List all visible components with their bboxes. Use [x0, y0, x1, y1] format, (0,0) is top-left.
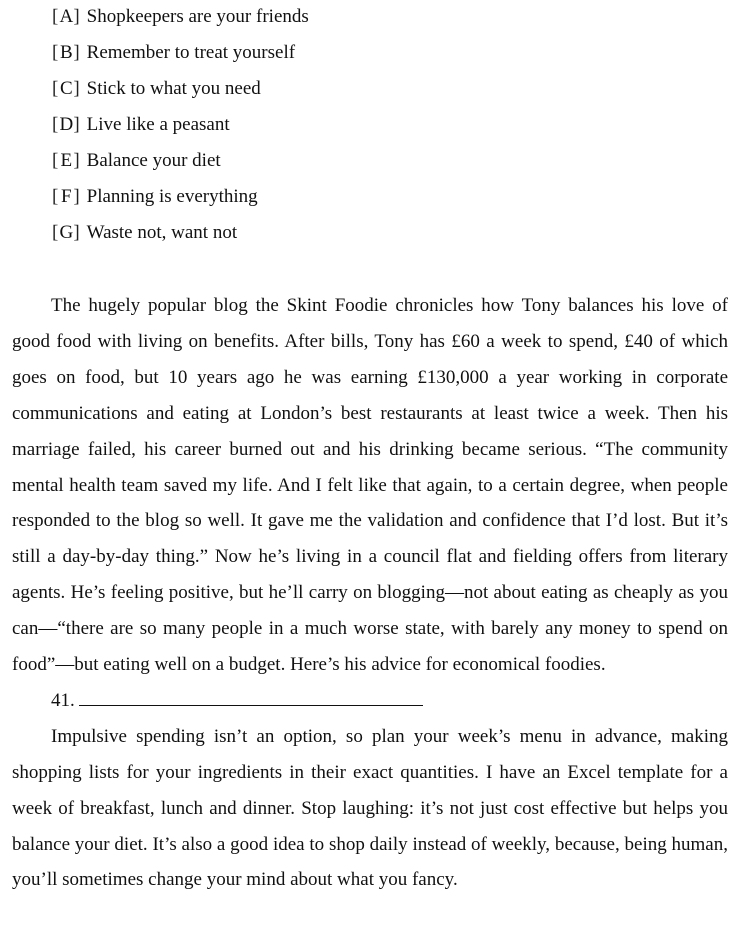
question-41 — [12, 683, 728, 719]
option-b: [B] Remember to treat yourself — [52, 36, 732, 72]
option-letter: D — [59, 114, 74, 135]
option-f: [F] Planning is everything — [52, 180, 732, 216]
option-text: Remember to treat yourself — [86, 42, 296, 63]
paragraph-41: Impulsive spending isn’t an option, so plan your week’s menu in advance, making shopping lists for your ingredients in their exact quantities. I have an Excel template for a week of breakfast, lunch and dinner. Stop laughing: it’s not just cost effective but helps you balance your diet. It’s also a good idea to shop daily instead of weekly, because, being human, you’ll sometimes change your mind about what you fancy. — [12, 725, 728, 891]
option-letter: C — [59, 78, 73, 99]
option-d: [D] Live like a peasant — [52, 108, 732, 144]
option-text: Stick to what you need — [86, 78, 261, 99]
option-a: [A] Shopkeepers are your friends — [52, 0, 732, 36]
option-c: [C] Stick to what you need — [52, 72, 732, 108]
option-letter: B — [59, 42, 73, 63]
option-letter: A — [59, 6, 74, 27]
intro-paragraph: The hugely popular blog the Skint Foodie chronicles how Tony balances his love of good food with living on benefits. After bills, Tony has £60 a week to spend, £40 of which goes on food, but 10 years ago he was earning £130,000 a year working in corporate communications and eating at London’s best restaurants at least twice a week. Then his marriage failed, his career burned out and his drinking became serious. “The community mental health team saved my life. And I felt like that again, to a certain degree, when people responded to the blog so well. It gave me the validation and confidence that I’d lost. But it’s still a day-by-day thing.” Now he’s living in a council flat and fielding offers from literary agents. He’s feeling positive, but he’ll carry on blogging—not about eating as cheaply as you can—“there are so many people in a much worse state, with barely any money to spend on food”—but eating well on a budget. Here’s his advice for economical foodies. — [12, 295, 728, 676]
options-list — [52, 0, 732, 252]
option-text: Shopkeepers are your friends — [86, 6, 309, 27]
article — [12, 288, 728, 898]
option-text: Planning is everything — [86, 186, 258, 207]
question-number: 41. — [51, 689, 75, 711]
option-g: [G] Waste not, want not — [52, 216, 732, 252]
option-e: [E] Balance your diet — [52, 144, 732, 180]
option-text: Live like a peasant — [86, 114, 230, 135]
option-text: Balance your diet — [86, 150, 221, 171]
answer-blank[interactable] — [79, 697, 423, 706]
option-letter: G — [59, 222, 74, 243]
option-letter: F — [61, 186, 72, 207]
option-letter: E — [60, 150, 73, 171]
option-text: Waste not, want not — [86, 222, 238, 243]
